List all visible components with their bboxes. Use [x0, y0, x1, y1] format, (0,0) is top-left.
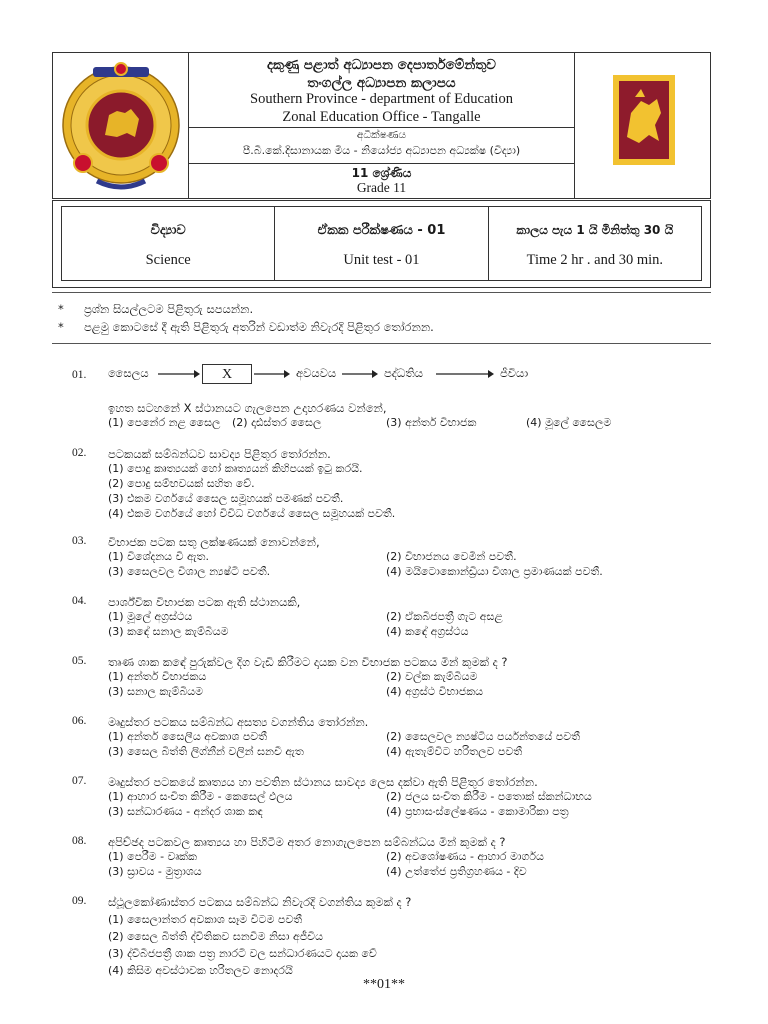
arrow-right-icon [254, 370, 290, 378]
option: (2) විභාජනය වෙමින් පවතී. [386, 550, 517, 563]
option: (4) මයිටොකොන්ඩ්‍රියා විශාල ප්‍රමාණයක් පවතී. [386, 565, 603, 578]
question-number: 01. [72, 369, 87, 381]
header-divider [189, 127, 574, 128]
question-stem: මෘදුස්තර පටකය සම්බන්ධ අසත්‍ය වගන්තිය තෝරන්න. [108, 715, 369, 729]
question-number: 08. [72, 835, 87, 847]
time-cell [489, 207, 701, 280]
arrow-right-icon [436, 370, 494, 378]
question-stem: මෘදුස්තර පටකයේ කෘත්‍යය හා පවතින ස්ථානය සාවද්‍ය ලෙස දක්වා ඇති පිළිතුර තෝරන්න. [108, 775, 538, 789]
option: (4) උත්තේජ ප්‍රතිග්‍රහණය - දිව [386, 865, 527, 878]
option: (2) සෛල බිත්ති ද්විතිකව ඝනවීම නිසා අජීවිය [108, 930, 323, 943]
x-placeholder-box: X [202, 364, 252, 384]
option: (1) අන්තර් විභාජකය [108, 670, 207, 683]
option: (1) පෙනේර නළ සෛල [108, 416, 221, 429]
test-english: Unit test - 01 [343, 252, 420, 268]
header-table [52, 52, 711, 199]
arrow-right-icon [158, 370, 200, 378]
option: (2) ජලය සංචිත කිරීම - පතොක් ස්කන්ධාභය [386, 790, 592, 803]
subject-cell [62, 207, 275, 280]
option: (4) ඇතැම්විට හරිතලව පවතී [386, 745, 523, 758]
info-inner-box [61, 206, 702, 281]
option: (1) මූලේ අග්‍රස්ථය [108, 610, 193, 623]
test-cell [275, 207, 488, 280]
time-sinhala: කාලය පැය 1 යි මිනිත්තු 30 යි [516, 223, 674, 237]
divider-rule [52, 343, 711, 344]
flow-system: පද්ධතිය [384, 366, 424, 380]
option: (1) ආහාර සංචිත කිරීම - කෙසෙල් ඵලය [108, 790, 293, 803]
option: (2) සෛලවල න්‍යෂ්ටිය පර්යන්තයේ පවතී [386, 730, 581, 743]
time-english: Time 2 hr . and 30 min. [526, 252, 664, 268]
question-stem: පටකයක් සම්බන්ධව සාවද්‍ය පිළිතුර තෝරන්න. [108, 447, 331, 461]
page-footer: **01** [363, 977, 405, 992]
question-stem: ඉහත සටහනේ X ස්ථානයට ගැලපෙන උදාහරණය වන්නේ, [108, 401, 387, 415]
header-line1: දකුණු පළාත් අධ්‍යාපන දෙපාර්තමේන්තුව [266, 57, 497, 73]
option: (2) ඒකබීජපත්‍රී ගැට අසළ [386, 610, 503, 623]
option: (3) සෛල බිත්ති ලිග්නීන් වලින් ඝනවී ඇත [108, 745, 304, 758]
divider-rule [52, 292, 711, 293]
arrow-right-icon [342, 370, 378, 378]
option: (3) ස්‍රාවය - මුත්‍රාශය [108, 865, 202, 878]
option: (2) පොදු සම්භවයක් සහිත වේ. [108, 477, 255, 490]
question-stem: තෘණ ශාක කඳේ පුරුක්වල දිග වැඩි කිරීමට දායක වන විභාජක පටකය මින් කුමක් ද ? [108, 655, 508, 669]
flag-cell [574, 53, 710, 198]
subject-english: Science [145, 252, 191, 268]
option: (2) වල්ක කැම්බියම [386, 670, 478, 683]
option: (4) එකම වර්ගයේ හෝ විවිධ වර්ගයේ සෛල සමූහයක් පවතී. [108, 507, 396, 520]
option: (4) අග්‍රස්ථ විභාජකය [386, 685, 484, 698]
header-line6: පී.බී.කේ.දිසානායක මිය - නියෝජ්‍ය අධ්‍යාපන අධ්‍යක්ෂ (විද්‍යා) [242, 144, 521, 157]
option: (4) කිසිම අවස්ථාවක හරිතලව නොදරයි [108, 964, 293, 977]
option: (3) එකම වර්ගයේ සෛල සමූහයක් පමණක් පවතී. [108, 492, 344, 505]
option: (1) සෛලාන්තර අවකාශ සෑම විටම පවතී [108, 913, 303, 926]
question-stem: ස්ථූලකෝණාස්තර පටකය සම්බන්ධ නිවැරදි වගන්තිය කුමක් ද ? [108, 895, 412, 909]
option: (3) කඳේ සනාල කැම්බියම [108, 625, 229, 638]
option: (3) සන්ධාරණය - අන්දර ශාක කඳ [108, 805, 263, 818]
provincial-flag-icon [575, 53, 711, 198]
info-table [52, 200, 711, 288]
grade-english: Grade 11 [356, 180, 407, 195]
option: (1) අන්තර් සෛලීය අවකාශ පවතී [108, 730, 268, 743]
question-stem: විභාජක පටක සතු ලක්ෂණයක් නොවන්නේ, [108, 535, 320, 549]
option: (1) පොදු කෘත්‍යයක් හෝ කෘත්‍යයන් කිහිපයක් ඉටු කරයි. [108, 462, 363, 475]
option: (2) අවශෝෂණය - ආහාර මාර්ගය [386, 850, 544, 863]
flow-organism: ජීවියා [500, 366, 529, 380]
subject-sinhala: විද්‍යාව [150, 223, 186, 238]
header-line3: Southern Province - department of Education [250, 91, 513, 107]
question-number: 02. [72, 447, 87, 459]
question-number: 03. [72, 535, 87, 547]
question-number: 06. [72, 715, 87, 727]
option: (4) මූලේ සෛලම [526, 416, 612, 429]
header-line5: අධීක්ෂණය [356, 129, 407, 141]
sri-lanka-emblem-icon [53, 53, 189, 198]
flow-organ: අවයවය [296, 366, 337, 380]
header-divider [189, 163, 574, 164]
option: (3) සනාල කැම්බියම [108, 685, 204, 698]
option: (1) විශේදනය වී ඇත. [108, 550, 209, 563]
question-stem: අපිච්ඡද පටකවල කෘත්‍යය හා පිහිටීම අතර නොගැලපෙන සම්බන්ධය මින් කුමක් ද ? [108, 835, 506, 849]
question-number: 04. [72, 595, 87, 607]
option: (3) ද්විබීජපත්‍රී ශාක පත්‍ර නාරටි වල සන්ධාරණයට දායක වේ [108, 947, 377, 960]
header-line4: Zonal Education Office - Tangalle [282, 109, 481, 125]
grade-sinhala: 11 ශ්‍රේණිය [351, 166, 412, 180]
question-number: 07. [72, 775, 87, 787]
option: (4) කඳේ අග්‍රස්ථය [386, 625, 469, 638]
instruction-2: * පළමු කොටසේ දී ඇති පිළිතුරු අතරින් වඩාත්ම නිවැරදි පිළිතුර තෝරනන. [58, 320, 434, 334]
flow-cell: සෛලය [108, 366, 149, 380]
option: (3) අන්තර් විභාජක [386, 416, 477, 429]
option: (1) පෙරීම - වෘක්ක [108, 850, 197, 863]
instruction-1: * ප්‍රශ්න සියල්ලටම පිළිතුරු සපයන්න. [58, 302, 254, 316]
option: (4) ප්‍රභාසංස්ලේෂණය - කොමාරිකා පත්‍ර [386, 805, 569, 818]
header-line2: තංගල්ල අධ්‍යාපන කලාපය [307, 75, 456, 91]
question-stem: පාර්ශ්වික විභාජක පටක ඇති ස්ථානයකි, [108, 595, 301, 609]
test-sinhala: ඒකක පරීක්ෂණය - 01 [317, 223, 446, 238]
option: (2) දෘඪස්තර සෛල [232, 416, 322, 429]
option: (3) සෛලවල විශාල න්‍යෂ්ටි පවතී. [108, 565, 271, 578]
question-number: 09. [72, 895, 87, 907]
question-number: 05. [72, 655, 87, 667]
emblem-cell [53, 53, 189, 198]
